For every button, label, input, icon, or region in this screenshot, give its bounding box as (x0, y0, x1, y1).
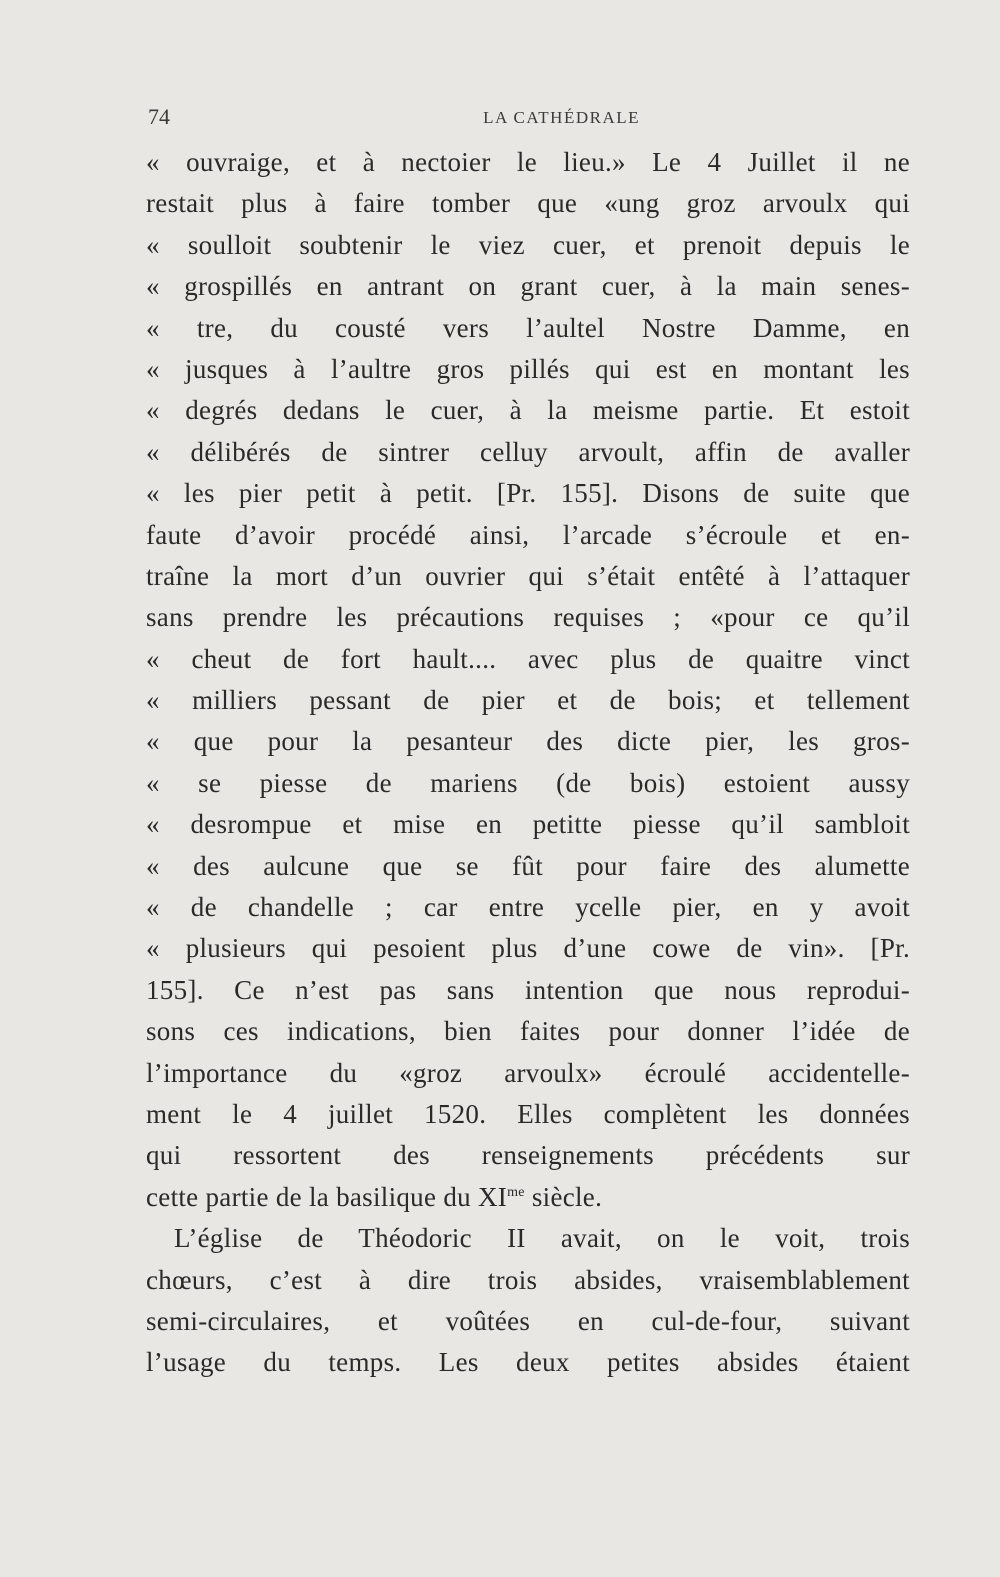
paragraph-line: L’église de Théodoric II avait, on le voit, trois (174, 1223, 910, 1254)
text-line: « les pier petit à petit. [Pr. 155]. Disons de suite que (146, 478, 910, 509)
text-line-century (146, 1177, 910, 1218)
text-line: 155]. Ce n’est pas sans intention que nous reprodui- (146, 974, 910, 1005)
text-line: « grospillés en antrant on grant cuer, à la main senes- (146, 271, 910, 302)
page-number: 74 (148, 104, 170, 129)
paragraph-line: semi-circulaires, et voûtées en cul-de-four, suivant (146, 1305, 910, 1336)
text-line: ment le 4 juillet 1520. Elles complètent les données (146, 1098, 910, 1129)
text-line: « jusques à l’aultre gros pillés qui est en montant les (146, 353, 910, 384)
text-line: « soulloit soubtenir le viez cuer, et prenoit depuis le (146, 229, 910, 260)
text-line: qui ressortent des renseignements précédents sur (146, 1140, 910, 1171)
page-header (148, 104, 640, 134)
paragraph-line: chœurs, c’est à dire trois absides, vraisemblablement (146, 1264, 910, 1295)
text-line: traîne la mort d’un ouvrier qui s’était entêté à l’attaquer (146, 560, 910, 591)
text-line: « milliers pessant de pier et de bois; et tellement (146, 685, 910, 716)
century-text-before: cette partie de la basilique du XI (146, 1181, 508, 1212)
text-line: faute d’avoir procédé ainsi, l’arcade s’écroule et en- (146, 519, 910, 550)
text-line: « desrompue et mise en petitte piesse qu’il sambloit (146, 809, 910, 840)
paragraph-line: l’usage du temps. Les deux petites absides étaient (146, 1347, 910, 1378)
text-line: « que pour la pesanteur des dicte pier, les gros- (146, 726, 910, 757)
text-line: « de chandelle ; car entre ycelle pier, en y avoit (146, 892, 910, 923)
text-line: l’importance du «groz arvoulx» écroulé accidentelle- (146, 1057, 910, 1088)
text-line: « plusieurs qui pesoient plus d’une cowe de vin». [Pr. (146, 933, 910, 964)
text-line: « se piesse de mariens (de bois) estoient aussy (146, 767, 910, 798)
text-line: « tre, du cousté vers l’aultel Nostre Damme, en (146, 312, 910, 343)
body-text (146, 142, 910, 1384)
text-line: « des aulcune que se fût pour faire des alumette (146, 850, 910, 881)
text-line: sons ces indications, bien faites pour donner l’idée de (146, 1016, 910, 1047)
text-line: « délibérés de sintrer celluy arvoult, affin de avaller (146, 436, 910, 467)
century-superscript: me (507, 1184, 525, 1200)
text-line: « cheut de fort hault.... avec plus de quaitre vinct (146, 643, 910, 674)
century-text-after: siècle. (524, 1181, 603, 1212)
text-line: « ouvraige, et à nectoier le lieu.» Le 4 Juillet il ne (146, 147, 910, 177)
text-line: « degrés dedans le cuer, à la meisme partie. Et estoit (146, 395, 910, 426)
text-line: restait plus à faire tomber que «ung groz arvoulx qui (146, 188, 910, 219)
running-title: LA CATHÉDRALE (483, 108, 640, 127)
text-line: sans prendre les précautions requises ; «pour ce qu’il (146, 602, 910, 633)
